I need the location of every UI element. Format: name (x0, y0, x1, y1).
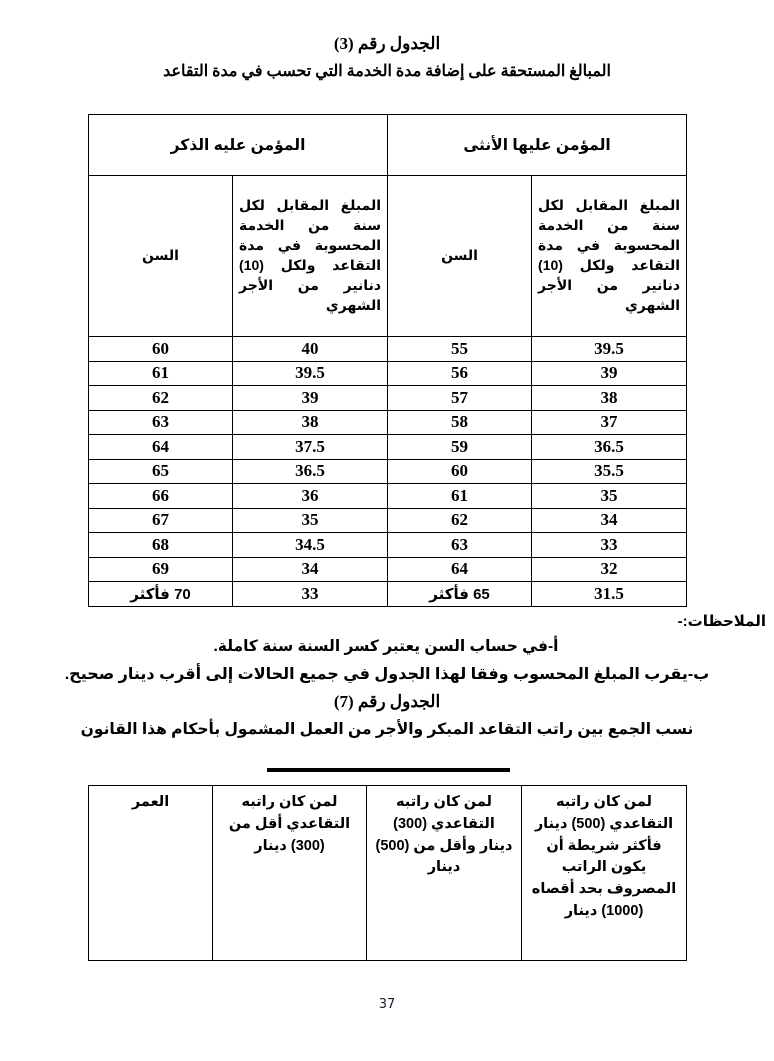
table7-header-over500: لمن كان راتبه التقاعدي (500) دينار فأكثر شريطة أن يكون الراتب المصروف بحد أقصاه (1000) دينار (522, 786, 687, 961)
cell-male-age: 65 (89, 459, 233, 484)
cell-male-age: 70 فأكثر (89, 582, 233, 607)
cell-female-age: 57 (388, 386, 532, 411)
table7-subtitle: نسب الجمع بين راتب التقاعد المبكر والأجر من العمل المشمول بأحكام هذا القانون (80, 721, 694, 738)
cell-male-age: 68 (89, 533, 233, 558)
table7-header-under300: لمن كان راتبه التقاعدي أقل من (300) دينار (213, 786, 367, 961)
cell-female-age: 61 (388, 484, 532, 509)
table3-group-header-row (89, 115, 687, 176)
table7-title: الجدول رقم (7) (333, 692, 441, 711)
cell-female-amount: 35 (532, 484, 687, 509)
table-row (89, 361, 687, 386)
page-number: 37 (378, 997, 396, 1012)
cell-female-age: 56 (388, 361, 532, 386)
cell-male-age: 66 (89, 484, 233, 509)
table3-subtitle: المبالغ المستحقة على إضافة مدة الخدمة التي تحسب في مدة التقاعد (163, 63, 611, 80)
table7-header-between300and500: لمن كان راتبه التقاعدي (300) دينار وأقل من (500) دينار (367, 786, 522, 961)
note-item-b: ب-يقرب المبلغ المحسوب وفقا لهذا الجدول في جميع الحالات إلى أقرب دينار صحيح. (64, 666, 710, 683)
cell-female-amount: 39 (532, 361, 687, 386)
table3-title: الجدول رقم (3) (333, 34, 441, 53)
cell-male-amount: 33 (233, 582, 388, 607)
table-row (89, 459, 687, 484)
table-row (89, 557, 687, 582)
cell-female-amount: 32 (532, 557, 687, 582)
cell-female-amount: 34 (532, 508, 687, 533)
table3-subheader-female-age: السن (388, 176, 532, 337)
notes-heading: الملاحظات:- (677, 613, 766, 630)
cell-male-amount: 34 (233, 557, 388, 582)
table-row (89, 508, 687, 533)
cell-female-age: 65 فأكثر (388, 582, 532, 607)
cell-male-age: 63 (89, 410, 233, 435)
cell-male-amount: 40 (233, 337, 388, 362)
table3-group-header-male: المؤمن عليه الذكر (89, 115, 388, 176)
table-row (89, 386, 687, 411)
table3-subheader-male-amount: المبلغ المقابل لكل سنة من الخدمة المحسوبة في مدة التقاعد ولكل (10) دنانير من الأجر الشهري (233, 176, 388, 337)
table3-body (89, 337, 687, 607)
cell-male-age: 64 (89, 435, 233, 460)
note-item-a: أ-في حساب السن يعتبر كسر السنة سنة كاملة. (213, 638, 559, 655)
cell-female-amount: 36.5 (532, 435, 687, 460)
cell-female-age: 64 (388, 557, 532, 582)
cell-female-amount: 35.5 (532, 459, 687, 484)
table-row (89, 337, 687, 362)
cell-male-age: 67 (89, 508, 233, 533)
cell-male-amount: 36 (233, 484, 388, 509)
cell-male-age: 60 (89, 337, 233, 362)
cell-male-amount: 34.5 (233, 533, 388, 558)
table-row (89, 533, 687, 558)
table3-subheader-male-age: السن (89, 176, 233, 337)
cell-female-amount: 38 (532, 386, 687, 411)
cell-male-amount: 39 (233, 386, 388, 411)
cell-male-age: 62 (89, 386, 233, 411)
cell-male-amount: 36.5 (233, 459, 388, 484)
cell-male-amount: 35 (233, 508, 388, 533)
cell-female-amount: 37 (532, 410, 687, 435)
cell-male-amount: 37.5 (233, 435, 388, 460)
early-retirement-combination-table (88, 785, 687, 961)
pension-service-credit-table (88, 114, 687, 607)
cell-female-amount: 39.5 (532, 337, 687, 362)
cell-female-age: 63 (388, 533, 532, 558)
cell-female-amount: 33 (532, 533, 687, 558)
cell-female-amount: 31.5 (532, 582, 687, 607)
table-row (89, 410, 687, 435)
table-row (89, 435, 687, 460)
cell-male-amount: 39.5 (233, 361, 388, 386)
cell-male-age: 69 (89, 557, 233, 582)
cell-female-age: 62 (388, 508, 532, 533)
table3-group-header-female: المؤمن عليها الأنثى (388, 115, 687, 176)
cell-female-age: 60 (388, 459, 532, 484)
table-row (89, 484, 687, 509)
table-row (89, 582, 687, 607)
cell-female-age: 58 (388, 410, 532, 435)
cell-female-age: 59 (388, 435, 532, 460)
cell-male-age: 61 (89, 361, 233, 386)
cell-male-amount: 38 (233, 410, 388, 435)
cell-female-age: 55 (388, 337, 532, 362)
table7-header-row (89, 786, 687, 961)
horizontal-rule-divider (267, 768, 510, 772)
table3-subheader-row (89, 176, 687, 337)
table7-header-age: العمر (89, 786, 213, 961)
table3-subheader-female-amount: المبلغ المقابل لكل سنة من الخدمة المحسوبة في مدة التقاعد ولكل (10) دنانير من الأجر الشهري (532, 176, 687, 337)
